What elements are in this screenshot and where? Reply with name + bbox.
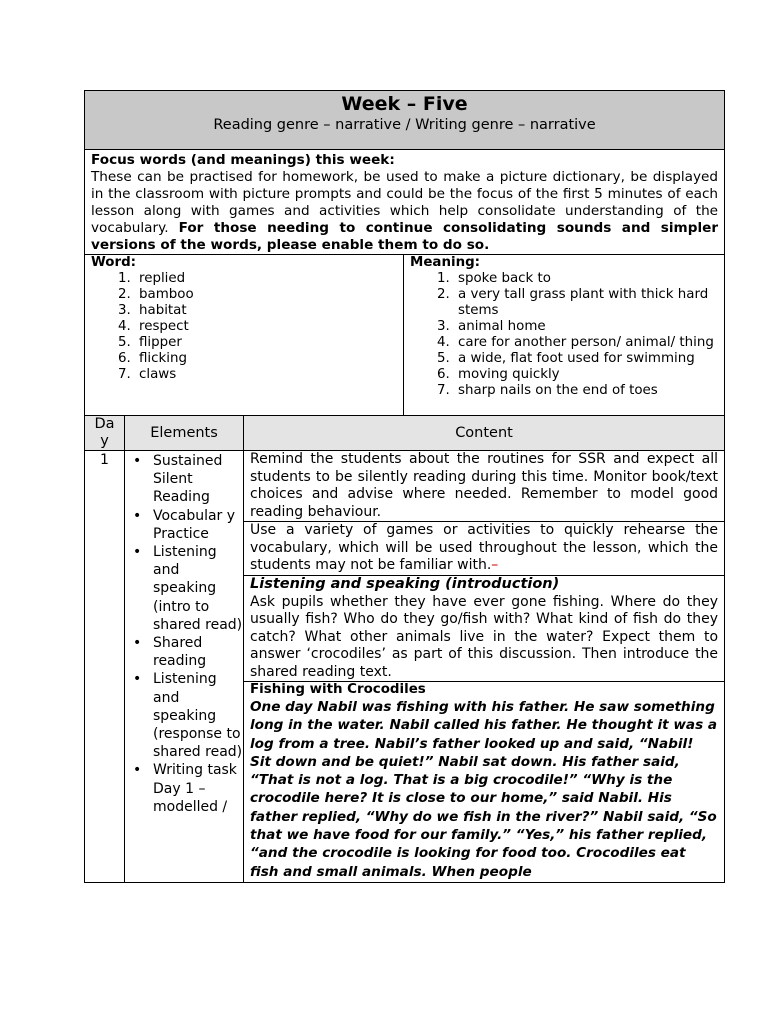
elements-column-header: Elements (125, 416, 244, 451)
elements-list (125, 452, 243, 816)
list-item: • Shared reading (153, 634, 243, 670)
focus-heading: Focus words (and meanings) this week: (91, 152, 395, 168)
week-header (85, 91, 725, 150)
lesson-plan-table (84, 90, 725, 883)
day-header-line2: y (100, 433, 109, 449)
elements-cell (125, 451, 244, 883)
listening-heading: Listening and speaking (introduction) (250, 576, 560, 592)
content-cell (244, 451, 725, 883)
list-item: 6. flicking (135, 351, 397, 367)
story-title: Fishing with Crocodiles (250, 682, 426, 697)
list-item: 7. claws (135, 367, 397, 383)
shared-reading-content (244, 682, 724, 880)
list-item: • Vocabular y Practice (153, 507, 243, 543)
word-label: Word: (91, 255, 137, 270)
focus-description (91, 169, 718, 254)
list-item: 1. spoke back to (454, 271, 718, 287)
list-item: • Listening and speaking (response to shared read) (153, 670, 243, 761)
vocab-content (244, 522, 724, 576)
meaning-list (410, 271, 718, 399)
list-item: 3. habitat (135, 303, 397, 319)
list-item: • Sustained Silent Reading (153, 452, 243, 507)
genre-subtitle: Reading genre – narrative / Writing genre – narrative (213, 117, 596, 133)
list-item: 4. respect (135, 319, 397, 335)
content-column-header: Content (244, 416, 725, 451)
focus-body-text: These can be practised for homework, be used to make a picture dictionary, be displayed in the classroom with picture prompts and could be the focus of the first 5 minutes of each lesson along with games and activities which help consolidate understanding of the vocabulary. (91, 169, 719, 236)
list-item: 4. care for another person/ animal/ thing (454, 335, 718, 351)
list-item: • Listening and speaking (intro to shared read) (153, 543, 243, 634)
page-title: Week – Five (341, 93, 468, 115)
day-column-header (85, 416, 125, 451)
list-item: 3. animal home (454, 319, 718, 335)
list-item: 2. a very tall grass plant with thick hard stems (454, 287, 718, 319)
listening-speaking-content (244, 576, 724, 682)
word-list (91, 271, 397, 383)
vocab-text: Use a variety of games or activities to quickly rehearse the vocabulary, which will be used throughout the lesson, which the students may not be familiar with. (250, 522, 719, 574)
word-list-cell (85, 255, 404, 416)
list-item: 1. replied (135, 271, 397, 287)
listening-body: Ask pupils whether they have ever gone fishing. Where do they usually fish? Who do they go/fish with? What kind of fish do they catch? What other animals live in the water? Expect them to answer ‘crocodiles’ as part of this discussion. Then introduce the shared reading text. (250, 593, 719, 680)
list-item: 5. flipper (135, 335, 397, 351)
lesson-plan-page (84, 90, 724, 883)
list-item: 7. sharp nails on the end of toes (454, 383, 718, 399)
list-item: 6. moving quickly (454, 367, 718, 383)
day-number: 1 (85, 451, 125, 883)
list-item: • Writing task Day 1 – modelled / (153, 761, 243, 816)
meaning-label: Meaning: (410, 255, 481, 270)
focus-body-bold: For those needing to continue consolidating sounds and simpler versions of the words, please enable them to do so. (91, 220, 719, 253)
vocab-dash: – (491, 557, 499, 574)
meaning-list-cell (404, 255, 725, 416)
list-item: 2. bamboo (135, 287, 397, 303)
list-item: 5. a wide, flat foot used for swimming (454, 351, 718, 367)
story-text: One day Nabil was fishing with his father. He saw something long in the water. Nabil called his father. He thought it was a log from a tree. Nabil’s father looked up and said, “Nabil! Sit down and be quiet!” Nabil sat down. His father said, “That is not a log. That is a big crocodile!” “Why is the crocodile here? It is close to our home,” said Nabil. His father replied, “Why do we fish in the river?” Nabil said, “So that we have food for our family.” “Yes,” his father replied, “and the crocodile is looking for food too. Crocodiles eat fish and small animals. When people (250, 699, 718, 880)
focus-words-section (85, 150, 725, 255)
ssr-content: Remind the students about the routines for SSR and expect all students to be silently reading during this time. Monitor book/text choices and advise where needed. Remember to model good reading behaviour. (244, 451, 724, 522)
day-header-line1: Da (94, 416, 115, 432)
